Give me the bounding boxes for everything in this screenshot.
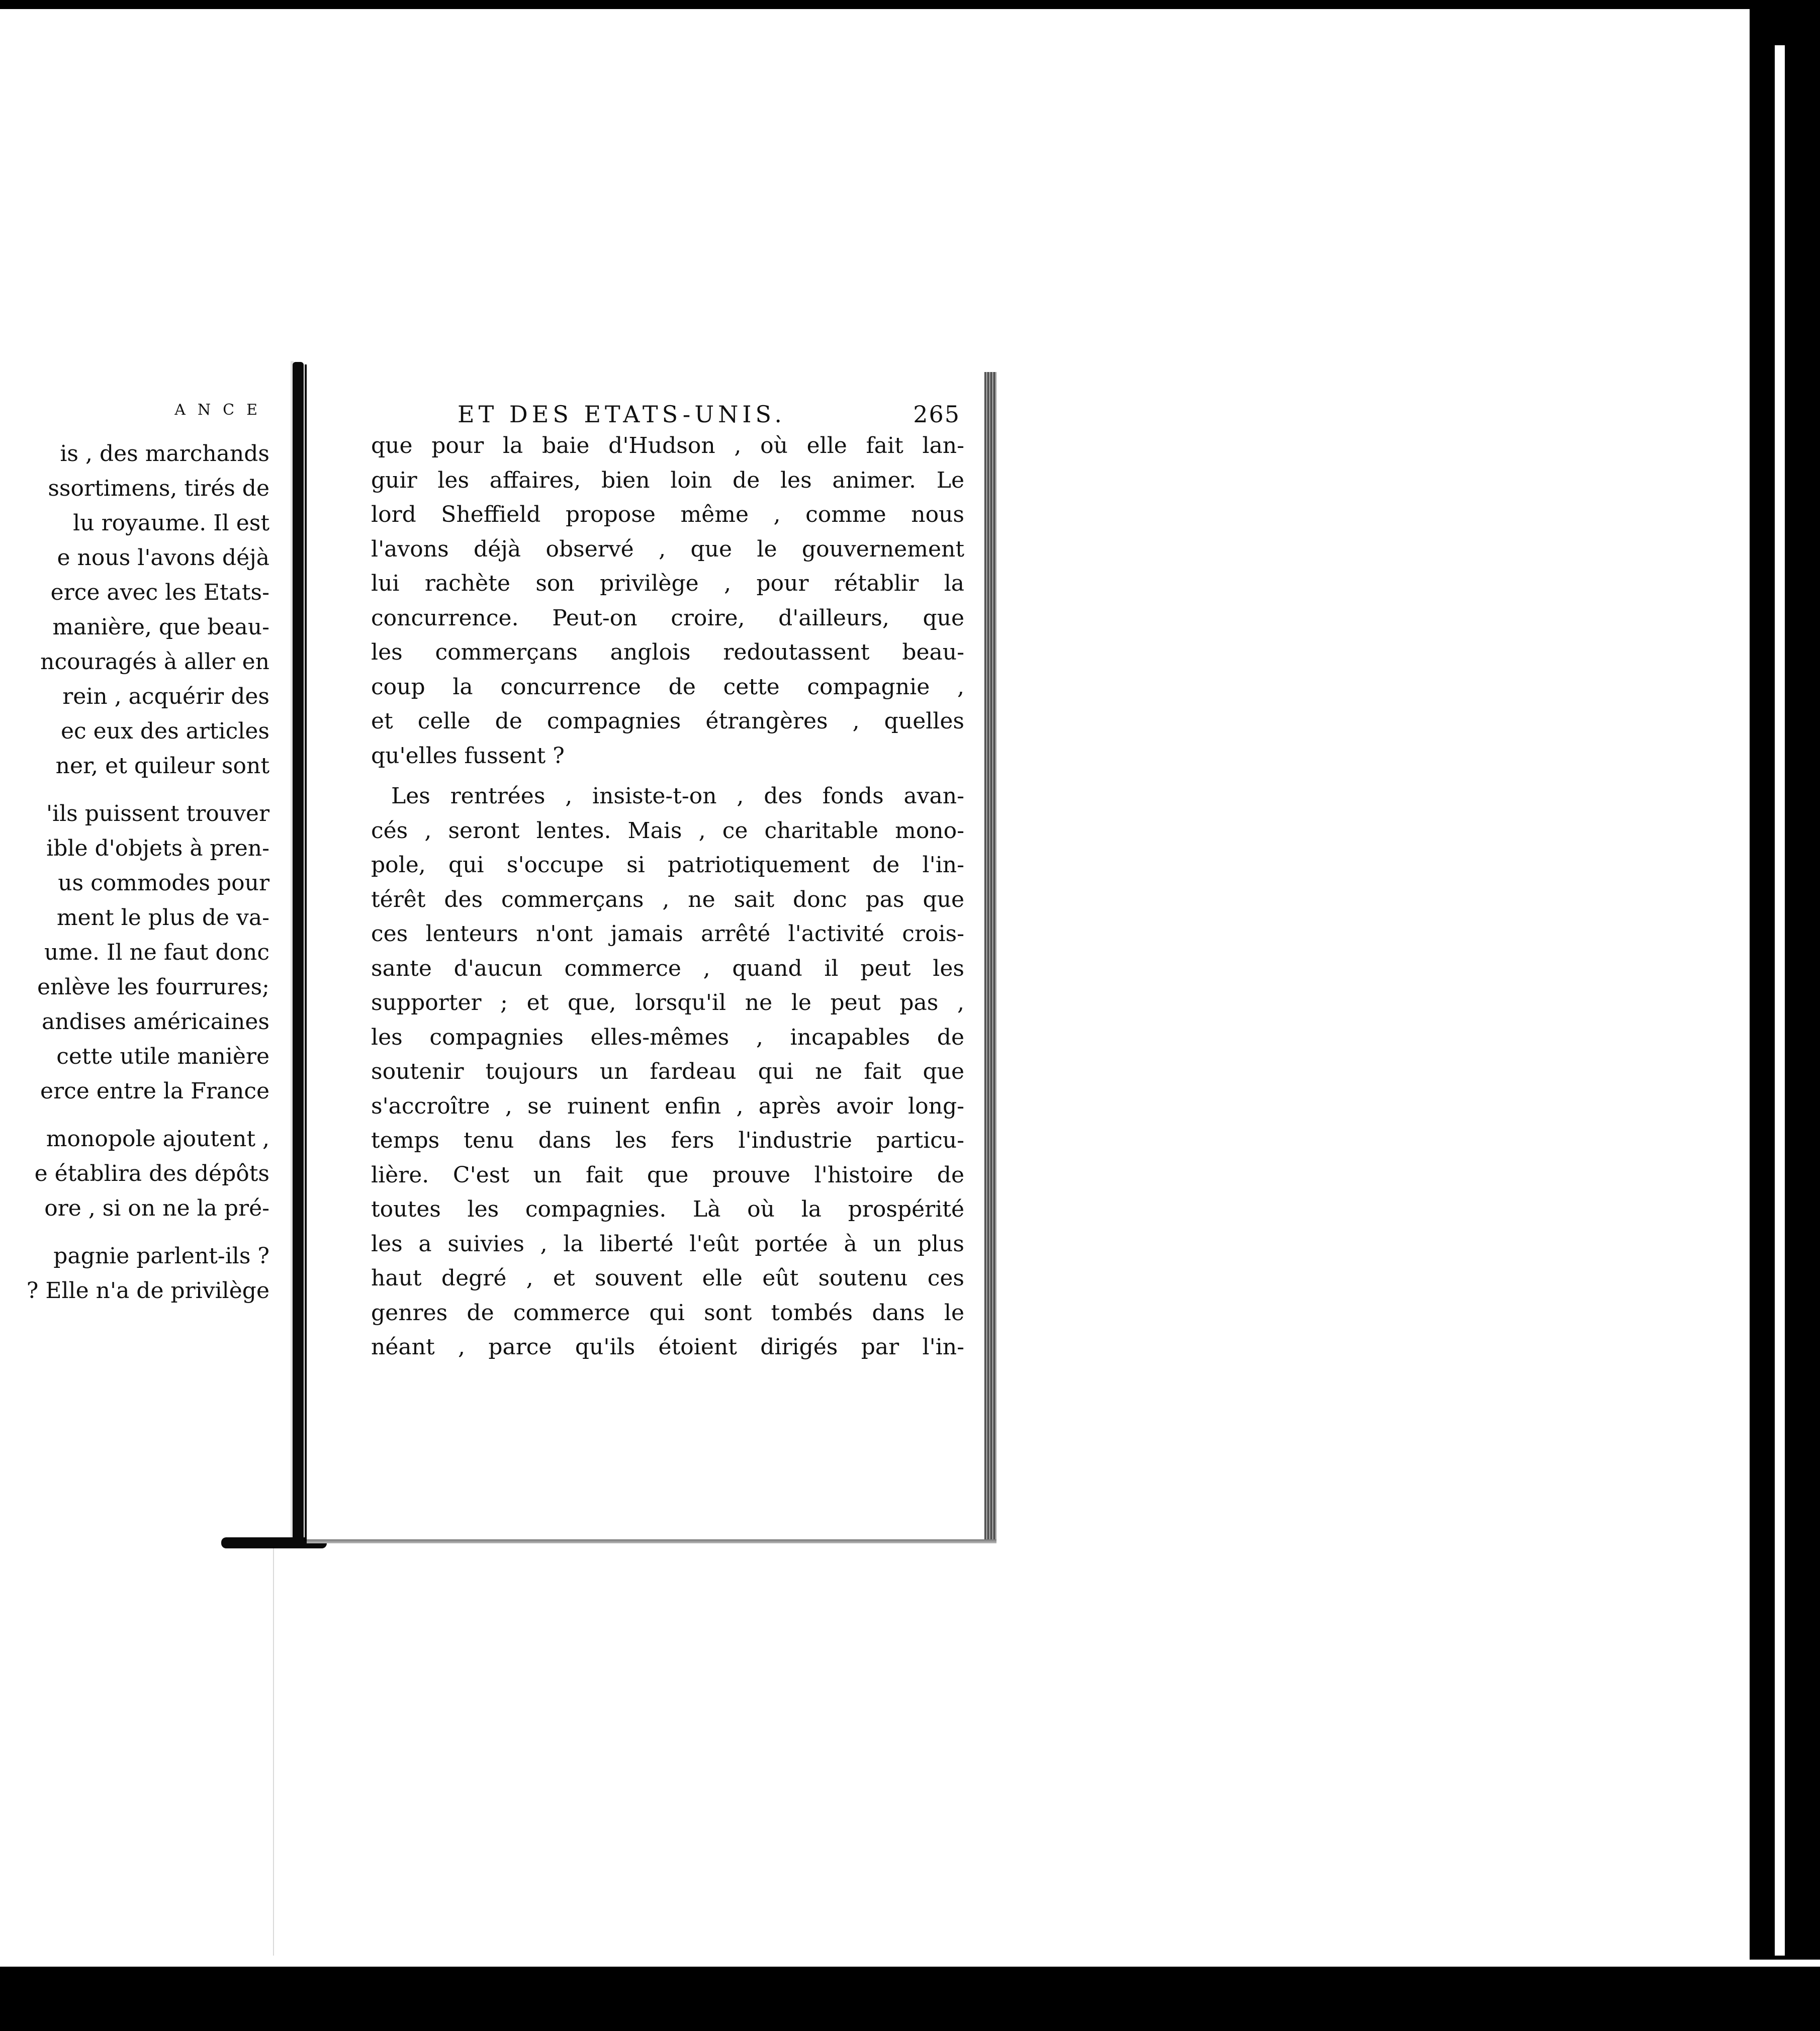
text-line: pole, qui s'occupe si patriotiquement de l'in-	[371, 852, 964, 878]
text-line: manière, que beau-	[52, 614, 269, 640]
text-line: les commerçans anglois redoutassent beau-	[371, 639, 964, 665]
scan-hairline	[273, 1503, 274, 1956]
text-line: us commodes pour	[58, 870, 269, 896]
text-line: que pour la baie d'Hudson , où elle fait lan-	[371, 433, 964, 458]
text-line: ment le plus de va-	[56, 905, 269, 931]
running-head-title: ET DES ETATS-UNIS.	[458, 401, 786, 428]
text-line: e établira des dépôts	[34, 1161, 269, 1186]
text-line: et celle de compagnies étrangères , quelles	[371, 708, 964, 734]
scan-frame-bottom	[0, 1967, 1820, 2031]
text-line: coup la concurrence de cette compagnie ,	[371, 674, 964, 700]
left-page-text	[0, 436, 269, 1308]
text-line: haut degré , et souvent elle eût soutenu ces	[371, 1265, 964, 1291]
text-line: rein , acquérir des	[62, 684, 269, 709]
scan-frame-bottom-inner	[0, 1960, 1820, 1967]
text-line: pagnie parlent-ils ?	[53, 1243, 269, 1269]
right-page-text	[371, 429, 964, 1371]
page-bottom-edge	[307, 1539, 996, 1543]
text-line: genres de commerce qui sont tombés dans le	[371, 1300, 964, 1326]
text-line: lui rachète son privilège , pour rétablir la	[371, 571, 964, 596]
scan-frame-right-inner	[1775, 45, 1785, 1956]
text-line: erce entre la France	[40, 1078, 269, 1104]
paragraph-gap	[0, 1226, 269, 1239]
text-line: monopole ajoutent ,	[46, 1126, 269, 1152]
text-line: concurrence. Peut-on croire, d'ailleurs, que	[371, 605, 964, 631]
text-line: guir les affaires, bien loin de les animer. Le	[371, 467, 964, 493]
text-line: qu'elles fussent ?	[371, 743, 565, 769]
text-line: l'avons déjà observé , que le gouvernement	[371, 536, 964, 562]
text-line: sante d'aucun commerce , quand il peut les	[371, 955, 964, 981]
paragraph-gap	[0, 1109, 269, 1122]
text-line: temps tenu dans les fers l'industrie particu-	[371, 1128, 964, 1153]
text-line: cés , seront lentes. Mais , ce charitable mono-	[371, 817, 964, 844]
page-fore-edge	[984, 372, 996, 1543]
text-line: andises américaines	[42, 1009, 269, 1035]
text-line: ssortimens, tirés de	[48, 476, 269, 501]
text-line: ume. Il ne faut donc	[44, 940, 269, 965]
text-line: is , des marchands	[60, 441, 269, 467]
text-line: ? Elle n'a de privilège	[26, 1278, 269, 1304]
paragraph-2	[371, 779, 964, 1365]
text-line: supporter ; et que, lorsqu'il ne le peut pas ,	[371, 990, 964, 1016]
text-line: lord Sheffield propose même , comme nous	[371, 502, 964, 527]
text-line: s'accroître , se ruinent enfin , après avoir long-	[371, 1093, 964, 1119]
text-line: soutenir toujours un fardeau qui ne fait que	[371, 1059, 964, 1084]
book-gutter	[293, 362, 304, 1548]
text-line: ces lenteurs n'ont jamais arrêté l'activité crois-	[371, 921, 964, 947]
right-page	[305, 364, 986, 1541]
text-line: térêt des commerçans , ne sait donc pas que	[371, 886, 964, 912]
scan-frame-top	[0, 0, 1820, 9]
paragraph-1	[371, 429, 964, 773]
left-page	[0, 361, 294, 1537]
scan-frame-right	[1750, 0, 1820, 2031]
text-line: néant , parce qu'ils étoient dirigés par l'in-	[371, 1334, 964, 1360]
text-line: ncouragés à aller en	[40, 649, 269, 675]
text-line: les a suivies , la liberté l'eût portée à un plus	[371, 1231, 964, 1257]
text-line: lu royaume. Il est	[73, 510, 269, 536]
right-running-head	[458, 401, 960, 428]
text-line: ore , si on ne la pré-	[44, 1195, 269, 1221]
text-line: toutes les compagnies. Là où la prospérité	[371, 1196, 964, 1222]
text-line: 'ils puissent trouver	[46, 801, 269, 826]
text-line: les compagnies elles-mêmes , incapables de	[371, 1024, 964, 1050]
paragraph-gap	[0, 783, 269, 796]
text-line: cette utile manière	[56, 1044, 269, 1069]
left-running-head: ANCE	[174, 401, 269, 419]
text-line: ible d'objets à pren-	[46, 836, 269, 861]
text-line: e nous l'avons déjà	[57, 545, 269, 571]
text-line: ec eux des articles	[61, 718, 269, 744]
text-line: ner, et quileur sont	[55, 753, 269, 779]
text-line: Les rentrées , insiste-t-on , des fonds avan-	[391, 783, 964, 809]
text-line: lière. C'est un fait que prouve l'histoire de	[371, 1162, 964, 1188]
text-line: enlève les fourrures;	[37, 974, 269, 1000]
text-line: erce avec les Etats-	[50, 580, 269, 605]
page-number: 265	[913, 401, 960, 428]
